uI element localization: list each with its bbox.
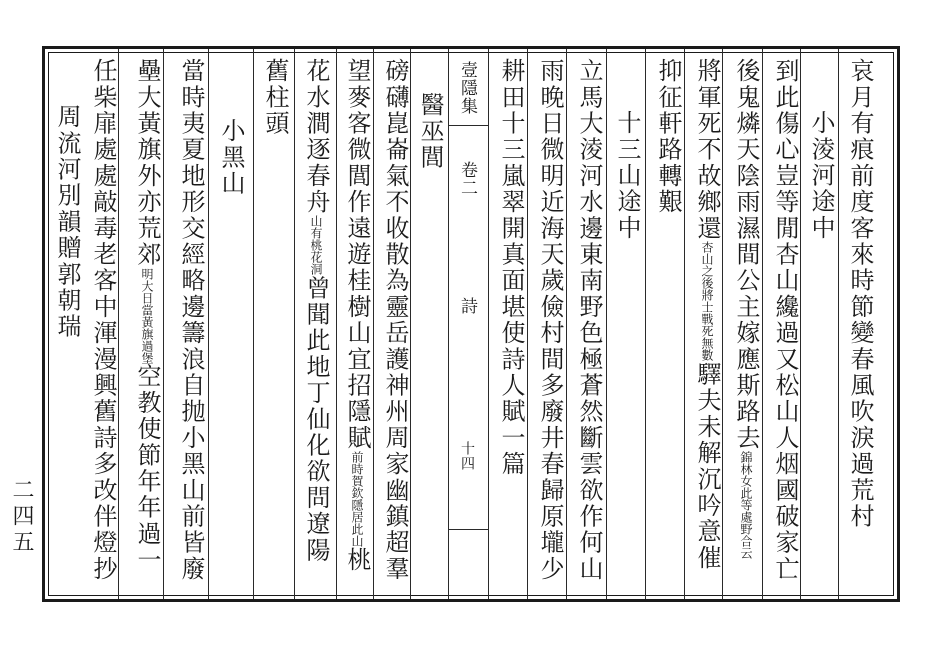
column-rule	[606, 49, 607, 599]
column-rule	[762, 49, 763, 599]
poem-line	[729, 58, 761, 598]
fold-book-title: 壹隱集	[457, 61, 477, 115]
poem-line: 哀月有痕前度客來時節變春風吹淚過荒村	[846, 58, 874, 530]
poem-text: 驛夫未解沉吟意催	[693, 361, 721, 572]
annotation: 杏山之後將士戰死無數	[700, 241, 714, 362]
annotation: 前時賀欽隱居此山	[350, 451, 364, 547]
column-rule	[410, 49, 411, 599]
poem-line: 到此傷心豈等閒杏山纔過又松山人烟國破家亡	[771, 58, 799, 582]
column-rule	[566, 49, 567, 599]
poem-line: 雨晚日微明近海天歲儉村間多廢井春歸原壠少	[536, 58, 564, 582]
poem-line: 耕田十三嵐翠開真面堪使詩人賦一篇	[497, 58, 525, 478]
poem-line	[130, 58, 162, 573]
poem-line: 磅礴崑崙氣不收散為靈岳護神州周家幽鎮超羣	[381, 58, 409, 582]
annotation: 錦林女此等處野合云	[739, 451, 753, 559]
poem-title: 醫巫閭	[416, 92, 444, 171]
column-rule	[488, 49, 489, 599]
column-rule	[684, 49, 685, 599]
poem-text: 花水澗逐春舟	[302, 58, 330, 216]
center-fold	[448, 49, 488, 599]
annotation: 山有桃花洞	[309, 215, 323, 276]
annotation: 明大日當黃旗過堡	[140, 267, 154, 364]
poem-text: 將軍死不故鄉還	[693, 58, 721, 242]
fold-volume: 卷二	[457, 161, 477, 197]
poem-title: 周流河別韻贈郭朝瑞	[53, 104, 81, 340]
column-rule	[118, 49, 119, 599]
column-rule	[294, 49, 295, 599]
column-rule	[336, 49, 337, 599]
column-rule	[208, 49, 209, 599]
column-rule	[645, 49, 646, 599]
poem-line: 任柴扉處處敲毒老客中渾漫興舊詩多改伴燈抄	[89, 58, 117, 582]
poem-text: 壘大黃旗外亦荒郊	[133, 58, 161, 268]
column-rule	[838, 49, 839, 599]
poem-line: 抑征軒路轉艱	[654, 58, 682, 216]
column-rule	[163, 49, 164, 599]
poem-text: 空教使節年年過一	[133, 363, 161, 574]
poem-line: 立馬大淩河水邊東南野色極蒼然斷雲欲作何山	[575, 58, 603, 582]
poem-line: 舊柱頭	[261, 58, 289, 137]
poem-line	[299, 58, 331, 563]
page-number: 二四五	[9, 478, 34, 556]
fold-section: 詩	[457, 297, 477, 315]
poem-text: 後鬼燐天陰雨濕間公主嫁應斯路去	[732, 58, 760, 451]
poem-text: 桃	[343, 547, 371, 574]
column-rule	[527, 49, 528, 599]
column-rule	[253, 49, 254, 599]
poem-title: 小黑山	[217, 118, 245, 197]
poem-text: 曾聞此地丁仙化欲問遼陽	[302, 275, 330, 564]
poem-line: 當時夷夏地形交經略邊籌浪自抛小黑山前皆廢	[177, 58, 205, 582]
column-rule	[722, 49, 723, 599]
poem-title: 十三山途中	[613, 110, 641, 241]
column-rule	[800, 49, 801, 599]
poem-title: 小淩河途中	[807, 110, 835, 241]
poem-line	[690, 58, 722, 571]
fold-folio: 十四	[459, 441, 475, 471]
column-rule	[373, 49, 374, 599]
poem-text: 望麥客微閭作遠遊桂樹山宜招隱賦	[343, 58, 371, 451]
poem-line	[340, 58, 372, 573]
